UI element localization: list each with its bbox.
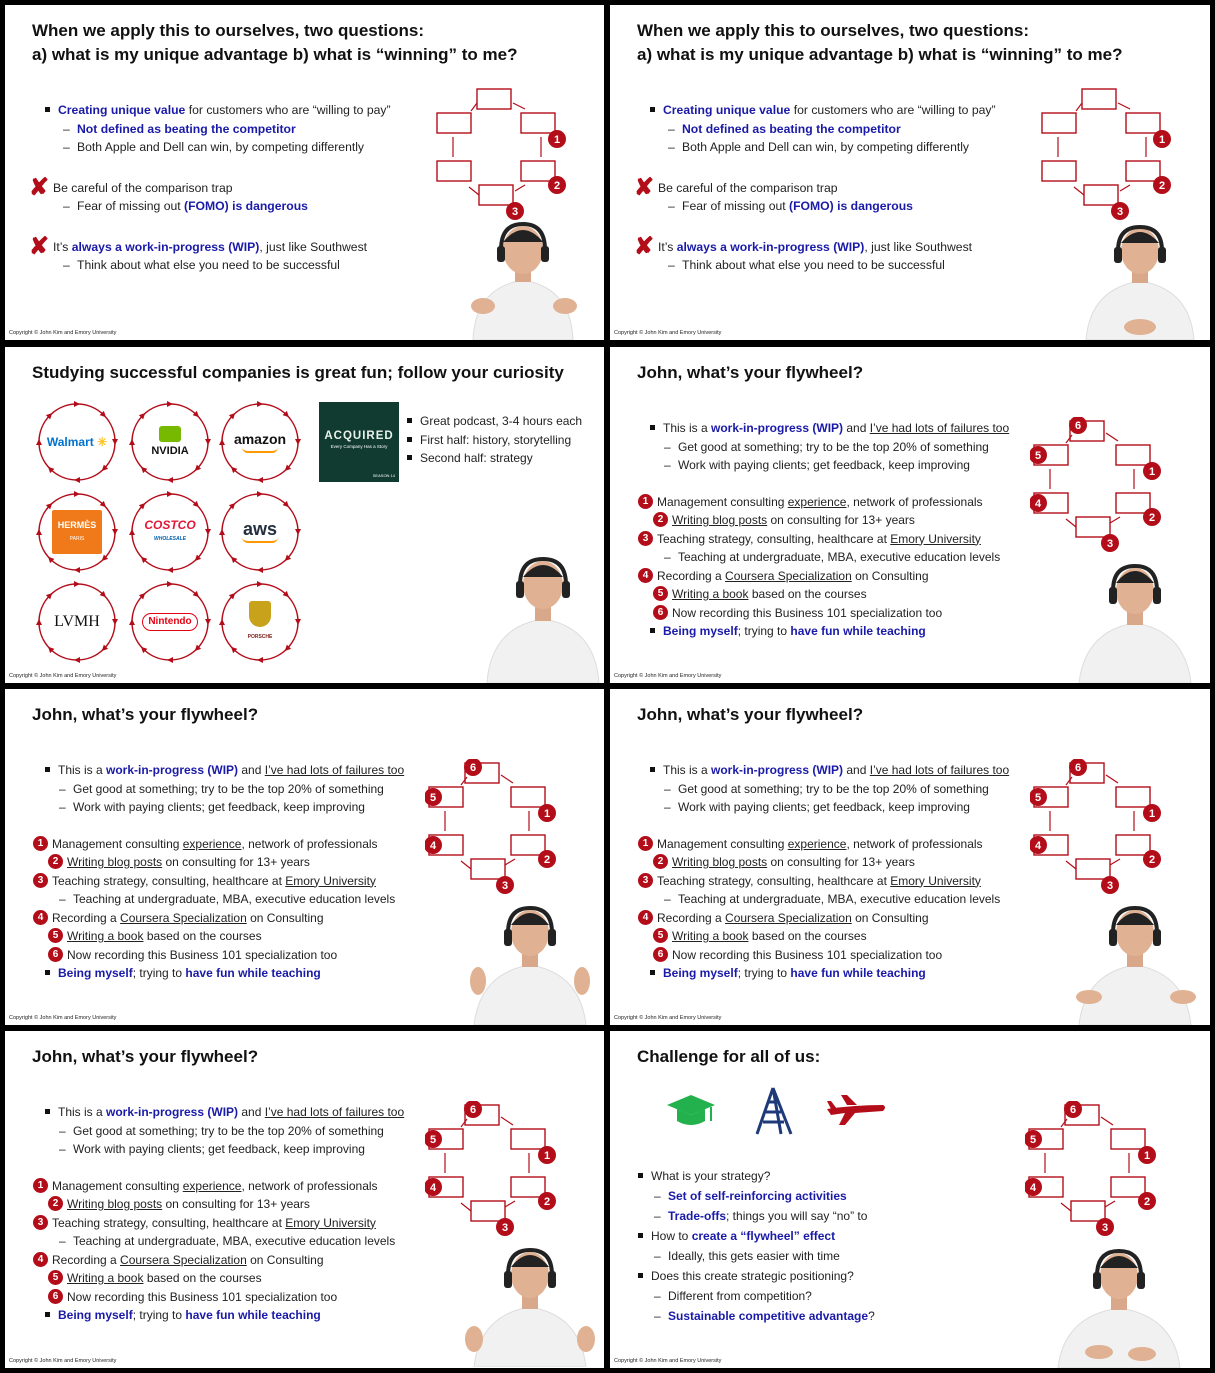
svg-text:1: 1 <box>543 808 551 820</box>
flywheel-diagram <box>425 1101 565 1244</box>
svg-text:1: 1 <box>553 134 561 146</box>
slide-1 <box>5 5 604 340</box>
bullet-list: This is a work-in-progress (WIP) and I’ve had lots of failures too – Get good at something; try to be the top 20% of something – Work with paying clients; get feedback, keep improving 1 Management consulting experience, network of professionals 2 Writing blog posts on consulting for 13+ years 3 Teaching strategy, consulting, healthcare at Emory University – Teaching at undergraduate, MBA, executive education levels 4 Recording a Coursera Specialization on Consulting 5 Writing a book based on the courses 6 Now recording this Business 101 specialization too Being myself; trying to have fun while teaching <box>650 419 1009 641</box>
presenter-video <box>1044 1246 1194 1368</box>
svg-text:2: 2 <box>543 854 551 866</box>
bullet-list: Creating unique value for customers who are “willing to pay” – Not defined as beating the competitor – Both Apple and Dell can win, by competing differently ✘ Be careful of the comparison trap – Fear of missing out (FOMO) is dangerous ✘ It’s always a work-in-progress (WIP), just like Southwest – Think about what else you need to be successful <box>634 103 996 272</box>
copyright: Copyright © John Kim and Emory University <box>614 673 722 679</box>
svg-text:6: 6 <box>1069 1104 1077 1116</box>
cross-icon: ✘ <box>29 233 50 261</box>
copyright: Copyright © John Kim and Emory University <box>614 1358 722 1364</box>
airplane-icon <box>825 1093 887 1127</box>
copyright: Copyright © John Kim and Emory University <box>9 1015 117 1021</box>
slide-title: Challenge for all of us: <box>637 1047 821 1066</box>
flywheel-diagram <box>1030 759 1170 902</box>
graduation-cap-icon <box>665 1091 717 1131</box>
walmart-logo: Walmart ✳ <box>36 401 118 483</box>
svg-text:6: 6 <box>469 1104 477 1116</box>
presenter-video <box>1080 223 1200 340</box>
svg-text:5: 5 <box>429 1134 437 1146</box>
presenter-video <box>1065 901 1205 1025</box>
flywheel-diagram <box>425 759 565 902</box>
copyright: Copyright © John Kim and Emory University <box>614 1015 722 1021</box>
svg-text:4: 4 <box>429 840 437 852</box>
cross-icon: ✘ <box>634 233 655 261</box>
presenter-video <box>460 1243 600 1368</box>
nintendo-logo: Nintendo <box>129 581 211 663</box>
svg-text:2: 2 <box>553 180 561 192</box>
flywheel-diagram <box>433 85 573 223</box>
svg-text:6: 6 <box>469 762 477 774</box>
slide-title: John, what’s your flywheel? <box>32 705 259 724</box>
cross-icon: ✘ <box>634 174 655 202</box>
svg-text:1: 1 <box>1148 466 1156 478</box>
svg-text:4: 4 <box>1029 1182 1037 1194</box>
copyright: Copyright © John Kim and Emory University <box>9 1358 117 1364</box>
lvmh-logo: LVMH <box>36 581 118 663</box>
nvidia-logo: NVIDIA <box>129 401 211 483</box>
svg-text:4: 4 <box>1034 498 1042 510</box>
svg-text:3: 3 <box>1106 538 1114 550</box>
slide-title: When we apply this to ourselves, two questions: a) what is my unique advantage b) what is “winning” to me? <box>32 21 518 64</box>
svg-text:1: 1 <box>1158 134 1166 146</box>
svg-text:1: 1 <box>1143 1150 1151 1162</box>
ladder-icon <box>753 1086 795 1136</box>
slide-7 <box>5 1031 604 1368</box>
acquired-podcast-logo: ACQUIRED Every Company Has a Story SEASON 14 <box>319 402 399 482</box>
svg-text:2: 2 <box>1148 854 1156 866</box>
svg-text:3: 3 <box>1116 206 1124 218</box>
slide-5 <box>5 689 604 1025</box>
presenter-video <box>1065 559 1205 683</box>
svg-text:4: 4 <box>429 1182 437 1194</box>
svg-text:3: 3 <box>501 1222 509 1234</box>
svg-text:6: 6 <box>1074 762 1082 774</box>
svg-text:2: 2 <box>1158 180 1166 192</box>
slide-8 <box>610 1031 1210 1368</box>
svg-text:3: 3 <box>501 880 509 892</box>
slide-title: John, what’s your flywheel? <box>637 363 864 382</box>
flywheel-diagram <box>1025 1101 1165 1244</box>
copyright: Copyright © John Kim and Emory University <box>9 673 117 679</box>
presenter-video <box>460 901 600 1025</box>
slide-title: When we apply this to ourselves, two questions: a) what is my unique advantage b) what is “winning” to me? <box>637 21 1123 64</box>
svg-text:2: 2 <box>1148 512 1156 524</box>
svg-text:5: 5 <box>1029 1134 1037 1146</box>
svg-text:4: 4 <box>1034 840 1042 852</box>
slide-2 <box>610 5 1210 340</box>
podcast-bullets: Great podcast, 3-4 hours each First half: history, storytelling Second half: strategy <box>407 412 582 468</box>
copyright: Copyright © John Kim and Emory University <box>614 330 722 336</box>
challenge-questions: What is your strategy? – Set of self-reinforcing activities – Trade-offs; things you will say “no” to How to create a “flywheel” effect – Ideally, this gets easier with time Does this create strategic positioning? – Different from competition? – Sustainable competitive advantage? <box>638 1167 875 1327</box>
slide-4 <box>610 347 1210 683</box>
bullet-list: This is a work-in-progress (WIP) and I’ve had lots of failures too – Get good at something; try to be the top 20% of something – Work with paying clients; get feedback, keep improving 1 Management consulting experience, network of professionals 2 Writing blog posts on consulting for 13+ years 3 Teaching strategy, consulting, healthcare at Emory University – Teaching at undergraduate, MBA, executive education levels 4 Recording a Coursera Specialization on Consulting 5 Writing a book based on the courses 6 Now recording this Business 101 specialization too Being myself; trying to have fun while teaching <box>650 761 1009 983</box>
svg-text:3: 3 <box>511 206 519 218</box>
slide-6 <box>610 689 1210 1025</box>
bullet-list: This is a work-in-progress (WIP) and I’ve had lots of failures too – Get good at something; try to be the top 20% of something – Work with paying clients; get feedback, keep improving 1 Management consulting experience, network of professionals 2 Writing blog posts on consulting for 13+ years 3 Teaching strategy, consulting, healthcare at Emory University – Teaching at undergraduate, MBA, executive education levels 4 Recording a Coursera Specialization on Consulting 5 Writing a book based on the courses 6 Now recording this Business 101 specialization too Being myself; trying to have fun while teaching <box>45 1103 404 1325</box>
slide-title: Studying successful companies is great fun; follow your curiosity <box>32 363 564 382</box>
slide-title: John, what’s your flywheel? <box>32 1047 259 1066</box>
svg-text:3: 3 <box>1101 1222 1109 1234</box>
svg-text:2: 2 <box>543 1196 551 1208</box>
copyright: Copyright © John Kim and Emory University <box>9 330 117 336</box>
amazon-logo: amazon <box>219 401 301 483</box>
porsche-logo: PORSCHE <box>219 581 301 663</box>
svg-text:3: 3 <box>1106 880 1114 892</box>
bullet-list: This is a work-in-progress (WIP) and I’ve had lots of failures too – Get good at something; try to be the top 20% of something – Work with paying clients; get feedback, keep improving 1 Management consulting experience, network of professionals 2 Writing blog posts on consulting for 13+ years 3 Teaching strategy, consulting, healthcare at Emory University – Teaching at undergraduate, MBA, executive education levels 4 Recording a Coursera Specialization on Consulting 5 Writing a book based on the courses 6 Now recording this Business 101 specialization too Being myself; trying to have fun while teaching <box>45 761 404 983</box>
svg-text:2: 2 <box>1143 1196 1151 1208</box>
slide-title: John, what’s your flywheel? <box>637 705 864 724</box>
svg-text:5: 5 <box>1034 792 1042 804</box>
hermes-logo: HERMÈS PARIS <box>36 491 118 573</box>
presenter-video <box>483 551 603 683</box>
bullet-list: Creating unique value for customers who are “willing to pay” – Not defined as beating the competitor – Both Apple and Dell can win, by competing differently ✘ Be careful of the comparison trap – Fear of missing out (FOMO) is dangerous ✘ It’s always a work-in-progress (WIP), just like Southwest – Think about what else you need to be successful <box>29 103 391 272</box>
costco-logo: COSTCO WHOLESALE <box>129 491 211 573</box>
aws-logo: aws <box>219 491 301 573</box>
svg-text:1: 1 <box>1148 808 1156 820</box>
svg-text:5: 5 <box>1034 450 1042 462</box>
flywheel-diagram <box>1038 85 1178 223</box>
presenter-video <box>453 220 593 340</box>
svg-text:5: 5 <box>429 792 437 804</box>
svg-text:1: 1 <box>543 1150 551 1162</box>
svg-text:6: 6 <box>1074 420 1082 432</box>
slide-3 <box>5 347 604 683</box>
cross-icon: ✘ <box>29 174 50 202</box>
flywheel-diagram <box>1030 417 1170 560</box>
